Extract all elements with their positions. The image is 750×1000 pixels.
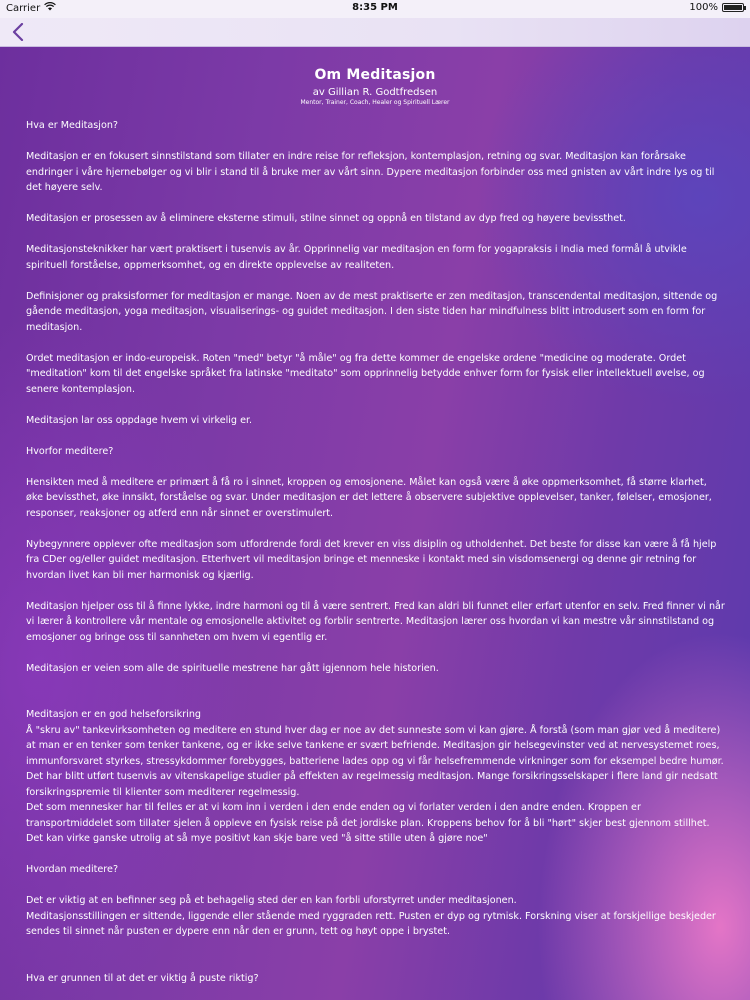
carrier-label: Carrier bbox=[6, 2, 41, 14]
battery-icon bbox=[722, 3, 744, 12]
article-body: Hva er Meditasjon? Meditasjon er en fokusert sinnstilstand som tillater en indre reise for refleksjon, kontemplasjon, retning og svar. Meditasjon kan forårsake endringer i våre hjernebølger og vi blir i stand til å bruke mer av vårt sinn. Dypere meditasjon forbinder oss med gnisten av vårt indre lys og til det høyere selv. Meditasjon er prosessen av å eliminere eksterne stimuli, stilne sinnet og oppnå en tilstand av dyp fred og høyere bevissthet. Meditasjonsteknikker har vært praktisert i tusenvis av år. Opprinnelig var meditasjon en form for yogapraksis i India med formål å utvikle spirituell forståelse, oppmerksomhet, og en direkte opplevelse av realiteten. Definisjoner og praksisformer for meditasjon er mange. Noen av de mest praktiserte er zen meditasjon, transcendental meditasjon, sittende og gående meditasjon, yoga meditasjon, visualiserings- og guidet meditasjon. I den siste tiden har mindfulness blitt introdusert som en form for meditasjon. Ordet meditasjon er indo-europeisk. Roten "med" betyr "å måle" og fra dette kommer de engelske ordene "medicine og moderate. Ordet "meditation" kom til det engelske språket fra latinske "meditato" som opprinnelig betydde enhver form for fysisk eller intellektuell øvelse, og senere kontemplasjon. Meditasjon lar oss oppdage hvem vi virkelig er. Hvorfor meditere? Hensikten med å meditere er primært å få ro i sinnet, kroppen og emosjonene. Målet kan også være å øke oppmerksomhet, få større klarhet, øke bevissthet, øke innsikt, forståelse og svar. Under meditasjon er det lettere å observere subjektive opplevelser, tanker, følelser, emosjoner, responser, reaksjoner og atferd enn når sinnet er overstimulert. Nybegynnere opplever ofte meditasjon som utfordrende fordi det krever en viss disiplin og utholdenhet. Det beste for disse kan være å få hjelp fra CDer og/eller guidet meditasjon. Etterhvert vil meditasjon bringe et menneske i kontakt med sin visdomsenergi og denne gir retning for hvordan livet kan bli mer harmonisk og kjærlig. Meditasjon hjelper oss til å finne lykke, indre harmoni og til å være sentrert. Fred kan aldri bli funnet eller erfart utenfor en selv. Fred finner vi når vi lærer å kontrollere vår mentale og emosjonelle aktivitet og forblir sentrerte. Meditasjon lærer oss hvordan vi kan mestre vår sinnstilstand og emosjoner og bringe oss til sannheten om hvem vi egentlig er. Meditasjon er veien som alle de spirituelle mestrene har gått igjennom hele historien. Meditasjon er en god helseforsikring Å "skru av" tankevirksomheten og meditere en stund hver dag er noe av det sunneste som vi kan gjøre. Å forstå (som man gjør ved å meditere) at man er en tenker som tenker tankene, og er ikke selve tankene er svært befriende. Meditasjon gir helsegevinster ved at nervesystemet roes, immunforsvaret styrkes, stressykdommer forebygges, batteriene lades opp og vi får helsefremmende virkninger som for eksempel bedre humør. Det har blitt utført tusenvis av vitenskapelige studier på effekten av regelmessig meditasjon. Mange forsikringsselskaper i flere land gir nedsatt forsikringspremie til klienter som mediterer regelmessig. Det som mennesker har til felles er at vi kom inn i verden i den ende enden og vi forlater verden i den andre enden. Kroppen er transportmiddelet som tillater sjelen å oppleve en fysisk reise på det jordiske plan. Kroppens behov for å bli "hørt" skjer best gjennom stillhet. Det kan virke ganske utrolig at så mye positivt kan skje bare ved "å sitte stille uten å gjøre noe" Hvordan meditere? Det er viktig at en befinner seg på et behagelig sted der en kan forbli uforstyrret under meditasjonen. Meditasjonsstillingen er sittende, liggende eller stående med ryggraden rett. Pusten er dyp og rytmisk. Forskning viser at forskjellige beskjeder sendes til sinnet når pusten er dypere enn når den er grunn, tett og høyt oppe i brystet. Hva er grunnen til at det er viktig å puste riktig? bbox=[26, 120, 725, 984]
back-button[interactable] bbox=[6, 20, 30, 44]
battery-indicator bbox=[689, 2, 744, 13]
article-header bbox=[0, 47, 750, 106]
status-time: 8:35 PM bbox=[352, 2, 398, 13]
battery-label: 100% bbox=[689, 2, 718, 13]
article-scroll-view[interactable] bbox=[0, 47, 750, 1000]
article-title: Om Meditasjon bbox=[314, 67, 436, 83]
navigation-bar bbox=[0, 18, 750, 47]
chevron-left-icon bbox=[12, 23, 24, 41]
article-author: av Gillian R. Godtfredsen bbox=[312, 87, 438, 98]
author-roles: Mentor, Trainer, Coach, Healer og Spirituell Lærer bbox=[300, 99, 450, 106]
status-bar bbox=[0, 0, 750, 18]
